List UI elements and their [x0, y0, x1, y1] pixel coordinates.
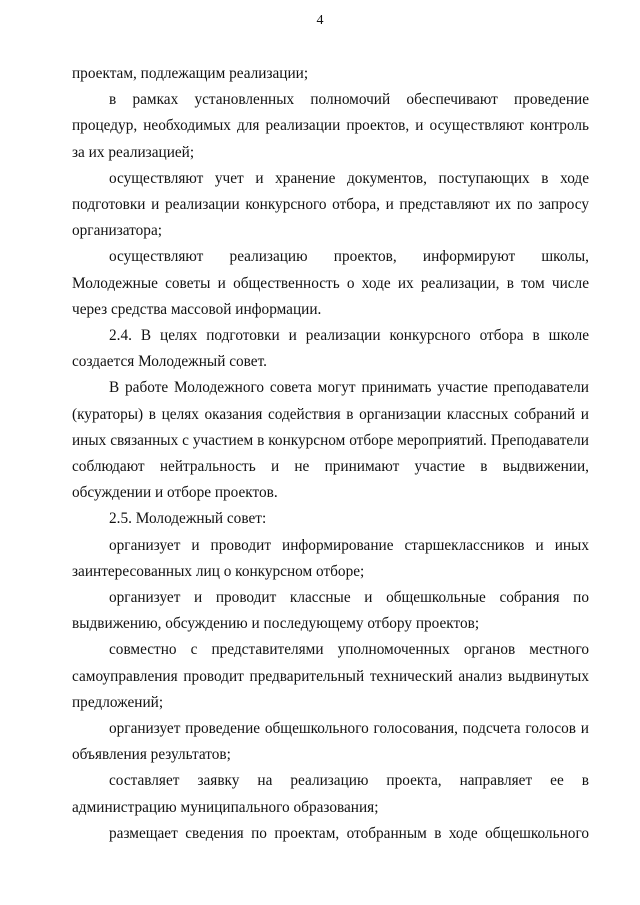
- paragraph-documents: осуществляют учет и хранение документов, поступающих в ходе подготовки и реализации конкурсного отбора, и представляют их по запросу организатора;: [72, 169, 589, 240]
- paragraph-meetings: организует и проводит классные и общешкольные собрания по выдвижению, обсуждению и последующему отбору проектов;: [72, 589, 589, 633]
- page-number: 4: [316, 13, 324, 28]
- paragraph-publication: размещает сведения по проектам, отобранным в ходе общешкольного: [109, 824, 589, 842]
- paragraph-technical-analysis: совместно с представителями уполномоченных органов местного самоуправления проводит предварительный технический анализ выдвинутых предложений;: [72, 641, 589, 711]
- paragraph-2-5-heading: 2.5. Молодежный совет:: [109, 510, 267, 528]
- paragraph-teachers: В работе Молодежного совета могут принимать участие преподаватели (кураторы) в целях оказания содействия в организации классных собраний и иных связанных с участием в конкурсном отборе мероприятий. Преподаватели соблюдают нейтральность и не принимают участие в выдвижении, обсуждении и отборе проектов.: [72, 379, 589, 502]
- paragraph-continuation: проектам, подлежащим реализации;: [72, 65, 309, 82]
- paragraph-application: составляет заявку на реализацию проекта, направляет ее в администрацию муниципального образования;: [72, 772, 589, 816]
- paragraph-informing: организует и проводит информирование старшеклассников и иных заинтересованных лиц о конкурсном отборе;: [72, 536, 589, 580]
- paragraph-implementation: осуществляют реализацию проектов, информируют школы, Молодежные советы и общественность о ходе их реализации, в том числе через средства массовой информации.: [72, 248, 589, 318]
- document-body: [72, 61, 589, 847]
- paragraph-2-4: 2.4. В целях подготовки и реализации конкурсного отбора в школе создается Молодежный совет.: [72, 327, 589, 371]
- paragraph-voting: организует проведение общешкольного голосования, подсчета голосов и объявления результатов;: [72, 720, 589, 764]
- paragraph-powers: в рамках установленных полномочий обеспечивают проведение процедур, необходимых для реализации проектов, и осуществляют контроль за их реализацией;: [72, 91, 589, 161]
